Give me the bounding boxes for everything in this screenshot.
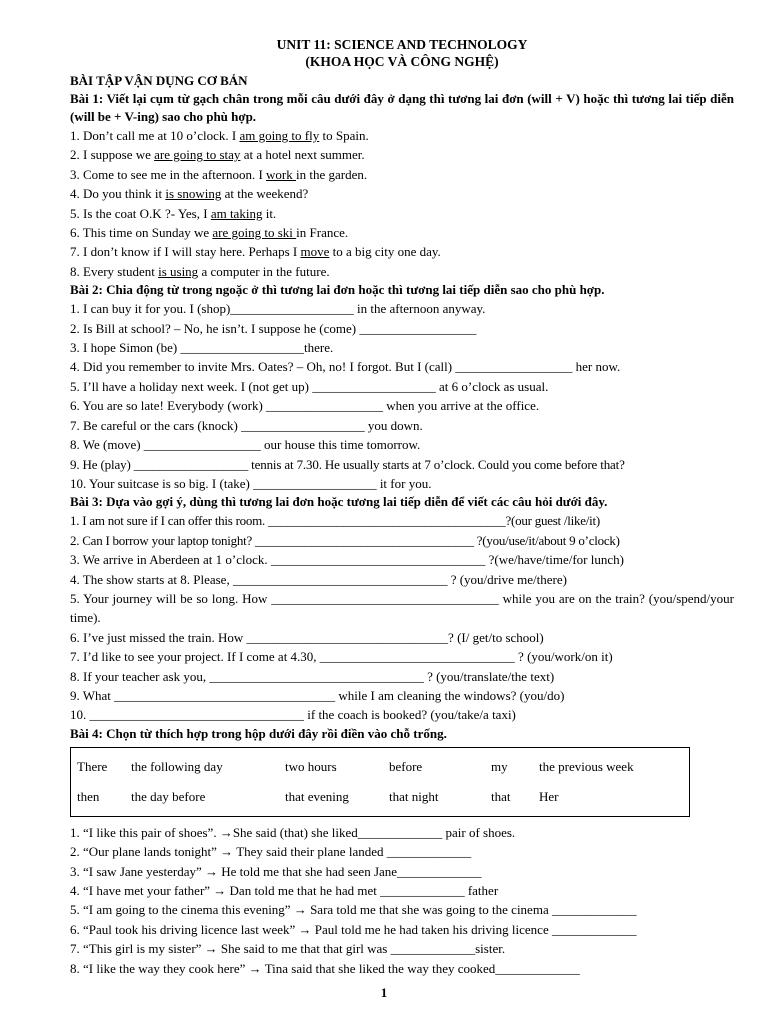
ex3-heading: Bài 3: Dựa vào gợi ý, dùng thì tương lai đơn hoặc tương lai tiếp diễn để viết các câu hỏi dưới đây. [70, 494, 608, 510]
ex1-underlined-phrase: work [266, 166, 296, 182]
ex3-item: 3. We arrive in Aberdeen at 1 o’clock. _________________________________ ?(we/have/time/for lunch) [70, 552, 624, 568]
ex1-item-text: 2. I suppose we [70, 147, 155, 163]
ex1-item-text: 8. Every student [70, 263, 159, 279]
ex4-item: 4. “I have met your father” → Dan told me that he had met _____________ father [70, 883, 499, 898]
ex1-item-text: to Spain. [319, 128, 369, 143]
ex3-item: 6. I’ve just missed the train. How _______________________________? (I/ get/to school) [70, 629, 544, 645]
ex4-item: 5. “I am going to the cinema this evening” → Sara told me that she was going to the cinema _____________ [70, 902, 637, 918]
ex3-item: 1. I am not sure if I can offer this room. ______________________________________?(our guest /like/it) [70, 513, 600, 529]
ex1-item-text: 6. This time on Sunday we [70, 225, 213, 241]
word-option: There [77, 758, 108, 774]
ex4-list [70, 823, 734, 978]
ex1-item [70, 184, 734, 203]
ex1-item-text: to a big city one day. [329, 244, 441, 260]
ex1-item-text: it. [262, 205, 277, 221]
ex1-heading: Bài 1: Viết lại cụm từ gạch chân trong mỗi câu dưới đây ở dạng thì tương lai đơn (will + V) hoặc thì tương lai tiếp diễn (will be + V-ing) sao cho phù hợp. [70, 91, 734, 124]
word-option: two hours [285, 758, 337, 774]
ex2-item: 7. Be careful or the cars (knock) ___________________ you down. [70, 417, 423, 433]
word-option: the day before [131, 788, 206, 804]
word-box [70, 747, 690, 817]
ex2-heading: Bài 2: Chia động từ trong ngoặc ở thì tương lai đơn hoặc thì tương lai tiếp diễn sao cho phù hợp. [70, 282, 605, 298]
ex2-item: 10. Your suitcase is so big. I (take) ___________________ it for you. [70, 475, 432, 491]
ex4-item: 3. “I saw Jane yesterday” → He told me that she had seen Jane_____________ [70, 863, 482, 879]
ex1-item [70, 204, 734, 223]
ex1-item-text: at a hotel next summer. [240, 147, 365, 163]
ex2-item: 1. I can buy it for you. I (shop)___________________ in the afternoon anyway. [70, 301, 486, 317]
ex1-underlined-phrase: am going to fly [239, 128, 320, 143]
word-option: that [491, 788, 511, 804]
ex1-item [70, 223, 734, 242]
ex1-item-text: 4. Do you think it [70, 186, 166, 202]
word-option: that evening [285, 788, 349, 804]
ex1-underlined-phrase: is using [158, 263, 199, 279]
word-option: my [491, 758, 508, 774]
ex4-item: 8. “I like the way they cook here” → Tina said that she liked the way they cooked_____________ [70, 960, 580, 976]
ex1-underlined-phrase: am taking [210, 205, 263, 221]
unit-subtitle: (KHOA HỌC VÀ CÔNG NGHỆ) [305, 54, 499, 69]
ex1-underlined-phrase: move [300, 244, 330, 260]
ex1-item [70, 165, 734, 184]
ex1-item-text: at the weekend? [221, 186, 309, 202]
ex1-item [70, 126, 734, 145]
ex2-item: 8. We (move) __________________ our house this time tomorrow. [70, 437, 421, 453]
ex1-item-text: 5. Is the coat O.K ?- Yes, I [70, 205, 211, 221]
ex1-item-text: in the garden. [296, 166, 368, 182]
ex1-list [70, 126, 734, 281]
ex2-item: 2. Is Bill at school? – No, he isn’t. I suppose he (come) __________________ [70, 320, 477, 336]
word-option: Her [539, 788, 559, 804]
ex3-item: 5. Your journey will be so long. How ___________________________________ while you are on the train? (you/spend/your time). [70, 590, 734, 626]
ex1-item-text: a computer in the future. [198, 263, 330, 279]
word-box-row [77, 782, 679, 812]
ex2-item: 3. I hope Simon (be) ___________________there. [70, 340, 334, 356]
word-option: the previous week [539, 758, 634, 774]
word-box-row [77, 752, 679, 782]
ex2-list [70, 299, 734, 493]
ex1-underlined-phrase: are going to ski [212, 225, 297, 241]
ex2-item: 4. Did you remember to invite Mrs. Oates? – Oh, no! I forgot. But I (call) __________________ her now. [70, 359, 621, 375]
word-option: then [77, 788, 100, 804]
ex4-item: 7. “This girl is my sister” → She said to me that that girl was _____________sister. [70, 941, 506, 957]
ex3-item: 4. The show starts at 8. Please, _________________________________ ? (you/drive me/there) [70, 571, 567, 587]
ex2-item: 9. He (play) __________________ tennis at 7.30. He usually starts at 7 o’clock. Could you come before that? [70, 456, 625, 472]
ex3-item: 9. What __________________________________ while I am cleaning the windows? (you/do) [70, 687, 565, 703]
ex4-item: 2. “Our plane lands tonight” → They said their plane landed _____________ [70, 844, 472, 860]
section-heading: BÀI TẬP VẬN DỤNG CƠ BẢN [70, 73, 248, 88]
ex1-item-text: 7. I don’t know if I will stay here. Perhaps I [70, 244, 301, 260]
word-option: that night [389, 788, 439, 804]
ex1-item-text: 1. Don’t call me at 10 o’clock. I [70, 128, 240, 143]
ex4-item: 6. “Paul took his driving licence last week” → Paul told me he had taken his driving licence _____________ [70, 921, 637, 937]
ex3-list [70, 511, 734, 724]
unit-title: UNIT 11: SCIENCE AND TECHNOLOGY [276, 37, 528, 52]
word-box-table [77, 752, 679, 812]
ex3-item: 2. Can I borrow your laptop tonight? ___________________________________ ?(you/use/it/about 9 o’clock) [70, 532, 620, 548]
ex1-item [70, 242, 734, 261]
ex1-underlined-phrase: are going to stay [154, 147, 241, 163]
ex4-item: 1. “I like this pair of shoes”. →She said (that) she liked_____________ pair of shoes. [70, 824, 516, 840]
ex1-underlined-phrase: is snowing [165, 186, 222, 202]
ex2-item: 5. I’ll have a holiday next week. I (not get up) ___________________ at 6 o’clock as usual. [70, 378, 549, 394]
ex4-heading: Bài 4: Chọn từ thích hợp trong hộp dưới đây rồi điền vào chỗ trống. [70, 725, 447, 741]
ex3-item: 7. I’d like to see your project. If I come at 4.30, ______________________________ ? (you/work/on it) [70, 649, 613, 665]
worksheet-page [70, 36, 734, 978]
ex1-item [70, 145, 734, 164]
ex2-item: 6. You are so late! Everybody (work) __________________ when you arrive at the office. [70, 398, 540, 414]
ex1-item [70, 262, 734, 281]
ex3-item: 8. If your teacher ask you, _________________________________ ? (you/translate/the text) [70, 668, 555, 684]
ex1-item-text: 3. Come to see me in the afternoon. I [70, 166, 267, 182]
ex3-item: 10. _________________________________ if the coach is booked? (you/take/a taxi) [70, 707, 516, 723]
ex1-item-text: in France. [296, 225, 349, 241]
word-option: before [389, 758, 423, 774]
word-option: the following day [131, 758, 223, 774]
page-number: 1 [380, 985, 388, 1000]
